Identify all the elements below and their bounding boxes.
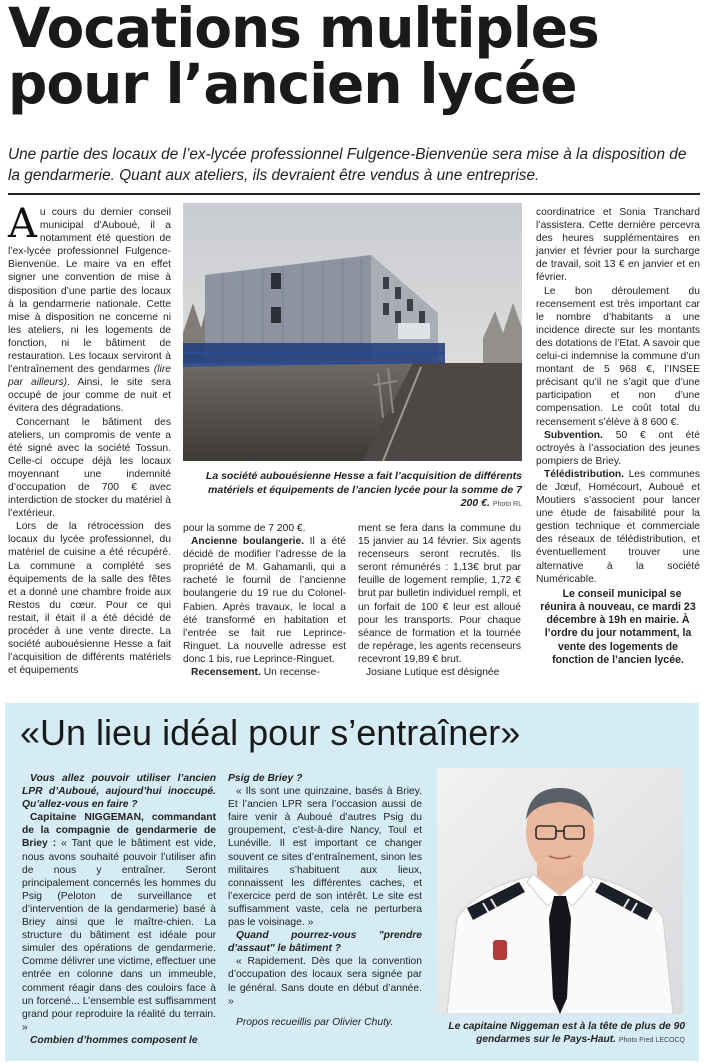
chapo: Une partie des locaux de l’ex-lycée professionnel Fulgence-Bienvenüe sera mise à la disposition de la gendarmerie. Quant aux ateliers, ils devraient être vendus à une entreprise. xyxy=(8,146,687,184)
article-paragraph: pour la somme de 7 200 €. xyxy=(183,523,306,534)
portrait-caption-text: Le capitaine Niggeman est à la tête de plus de 90 gendarmes sur le Pays-Haut. xyxy=(448,1021,685,1045)
portrait-credit: Photo Fred LECOCQ xyxy=(618,1037,685,1044)
captain-portrait-photo xyxy=(437,768,683,1014)
headline-line-2: pour l’ancien lycée xyxy=(8,52,577,116)
captain-portrait-illustration xyxy=(437,768,683,1014)
interview-question: Quand pourrez-vous "prendre d’assaut" le bâtiment ? xyxy=(228,930,422,955)
article-paragraph: Le bon déroulement du recensement est très important car le nombre d’habitants a une incidence directe sur les montants des dotations de l’Etat. A savoir que celui-ci indemnise la commune d’un montant de 5 968 €, l’INSEE précisant qu’il ne s’agit que d’une participation et non d’une compensation. Le coût total du recensement s’élève à 8 600 €. xyxy=(536,285,700,428)
article-column-1 xyxy=(8,201,172,677)
article-paragraph: 50 € ont été octroyés à l’association des jeunes pompiers de Briey. xyxy=(536,429,700,467)
interview-answer: « Ils sont une quinzaine, basés à Briey. Et l’ancien LPR sera l’occasion aussi de faire venir à Auboué d’autres Psig du groupement, c’est-à-dire Nancy, Toul et Lunéville. Il est important ce changer souvent ce sites d’entraînement, sinon les militaires s’habituent aux lieux, connaissent les différentes caches, et l’exercice perd de son intérêt. Le site est suffisamment vaste, cela ne perturbera pas le voisinage. » xyxy=(228,786,422,929)
interview-answer: « Tant que le bâtiment est vide, nous avons souhaité pouvoir l’utiliser afin de nous y entraîner. Seront principalement concernés les hommes du Psig (Peloton de surveillance et d’intervention de la gendarmerie) basé à Briey ainsi que le maître-chien. La structure du bâtiment est idéale pour simuler des opérations de gendarmerie. Comme délivrer une victime, effectuer une entrée en colonne dans un immeuble, comment réagir dans des couloirs face à un forcené... L’ensemble est suffisamment grand pour reproduire la réalité du terrain. » xyxy=(22,838,216,1033)
article-column-3 xyxy=(358,522,521,679)
interviewee-name: Capitaine NIGGEMAN, commandant de la compagnie de gendarmerie de Briey : xyxy=(22,812,216,850)
interview-byline: Propos recueillis par Olivier Chuty. xyxy=(236,1016,394,1028)
drop-cap: A xyxy=(8,201,37,247)
subhead-boulangerie: Ancienne boulangerie. xyxy=(191,536,305,548)
headline-rule xyxy=(8,193,700,195)
article-paragraph: coordinatrice et Sonia Tranchard l’assistera. Cette dernière percevra des heures supplémentaires en janvier et février pour la surcharge de travail, soit 13 € en janvier et en février. xyxy=(536,207,700,284)
interview-answer: « Rapidement. Dès que la convention d’occupation des locaux sera signée par le général. Sans doute en début d’année. » xyxy=(228,956,422,1007)
interview-question: Vous allez pouvoir utiliser l’ancien LPR d’Auboué, aujourd’hui inoccupé. Qu’allez-vous en faire ? xyxy=(22,773,216,811)
school-building-photo xyxy=(183,203,522,461)
article-paragraph: u cours du dernier conseil municipal d’Auboué, il a notamment été question de l’ex-lycée professionnel Fulgence-Bienvenüe. Le maire va en effet signer une convention de mise à disposition d’une partie des locaux à la gendarmerie nationale. Cette mise à disposition ne concerne ni les ateliers, ni les logements de fonction, ni le bâtiment de restauration. Les locaux serviront à l’entraînement des gendarmes xyxy=(8,207,171,376)
article-paragraph: . Ainsi, le site sera occupé de jour comme de nuit et évitera des dégradations. xyxy=(8,377,172,415)
school-building-photo-illustration xyxy=(183,203,522,461)
article-paragraph: ment se fera dans la commune du 15 janvier au 14 février. Six agents recenseurs seront recrutés. Ils seront rémunérés : 1,13€ brut par feuille de logement remplie, 1,72 € brut par bulletin individuel rempli, et un forfait de 100 € leur est alloué pour les transports. Pour chaque séance de formation et la tournée de repérage, les agents recenseurs recevront 19,89 € brut. xyxy=(358,523,521,665)
article-paragraph: Un recense- xyxy=(260,667,320,679)
interview-question: Combien d’hommes composent le xyxy=(30,1034,198,1046)
article-column-2 xyxy=(183,522,346,679)
article-paragraph: Les communes de Jœuf, Homécourt, Auboué et Moutiers s’associent pour lancer une étude de faisabilité pour la gestion technique et commerciale des réseaux de télédistribution, et éventuellement trouver une alternative à la société Numéricable. xyxy=(536,468,700,585)
portrait-caption xyxy=(437,1020,685,1047)
photo-credit: Photo RL xyxy=(492,501,522,508)
council-notice: Le conseil municipal se réunira à nouveau, ce mardi 23 décembre à 19h en mairie. À l’ordre du jour notamment, la vente des logements de fonction de l’ancien lycée. xyxy=(540,587,696,666)
photo-caption xyxy=(190,470,522,512)
interview-column-2 xyxy=(228,772,422,1029)
interview-question: Psig de Briey ? xyxy=(228,773,303,784)
interview-column-1 xyxy=(22,772,216,1047)
article-paragraph: Lors de la rétrocession des locaux du lycée professionnel, du matériel de cuisine a été récupéré. La commune a complété ses équipements de la salle des fêtes et a donné une chambre froide aux Restos du cœur. Pour ce qui restait, il était il a été décidé de procéder à une vente directe. La société aubouésienne Hesse a fait l’acquisition de différents matériels et équipements xyxy=(8,521,171,677)
photo-caption-text: La société aubouésienne Hesse a fait l’acquisition de différents matériels et équipements de l’ancien lycée pour la somme de 7 200 €. xyxy=(205,470,522,509)
article-paragraph: Josiane Lutique est désignée xyxy=(366,667,500,679)
article-paragraph: Concernant le bâtiment des ateliers, un compromis de vente a été signé avec la société Tossun. Celle-ci occupe déjà les locaux moyennant une indemnité d’occupation de 700 € avec interdiction de stocker du matériel à l’extérieur. xyxy=(8,416,171,520)
headline-line-1: Vocations multiples xyxy=(8,0,599,60)
subhead-teledistribution: Télédistribution. xyxy=(544,468,625,480)
article-paragraph: Il a été décidé de modifier l’adresse de la propriété de M. Gahamanli, qui a racheté le fournil de l’ancienne boulangerie du 19 rue du Colonel-Fabien. Après travaux, le local a été transformé en habitation et l’entrée se fait rue Leprince-Ringuet. La nouvelle adresse est donc 1 bis, rue Leprince-Ringuet. xyxy=(183,536,346,665)
headline xyxy=(8,0,698,116)
subhead-subvention: Subvention. xyxy=(544,429,603,441)
interview-title: «Un lieu idéal pour s’entraîner» xyxy=(20,712,521,753)
article-column-4 xyxy=(536,206,700,667)
subhead-recensement: Recensement. xyxy=(191,667,261,679)
article-reference: (lire par ailleurs) xyxy=(8,364,171,389)
